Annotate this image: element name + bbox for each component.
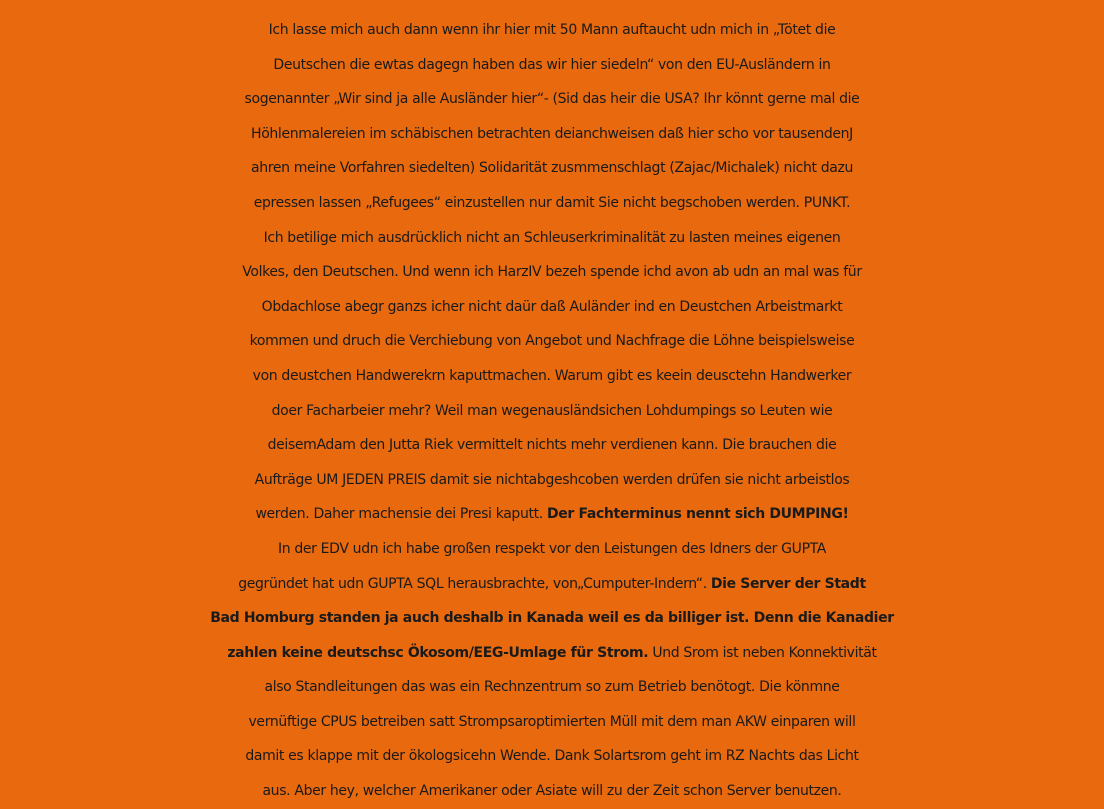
text-segment: In der EDV udn ich habe großen respekt vor den Leistungen des Idners der GUPTA [277, 540, 827, 557]
text-line [0, 636, 1104, 671]
text-line [0, 82, 1104, 117]
text-line [0, 255, 1104, 290]
text-line [0, 774, 1104, 809]
text-line [0, 567, 1104, 602]
text-line [0, 601, 1104, 636]
text-segment: ahren meine Vorfahren siedelten) Solidarität zusmmenschlagt (Zajac/Michalek) nicht dazu [250, 160, 854, 177]
text-line [0, 463, 1104, 498]
text-line [0, 739, 1104, 774]
text-line [0, 13, 1104, 48]
text-segment: epressen lassen „Refugees“ einzustellen nur damit Sie nicht begschoben werden. PUNKT. [253, 194, 851, 211]
text-segment: damit es klappe mit der ökologsicehn Wende. Dank Solartsrom geht im RZ Nachts das Licht [245, 748, 859, 765]
text-segment: aus. Aber hey, welcher Amerikaner oder Asiate will zu der Zeit schon Server benutzen. [262, 783, 842, 800]
text-segment: Aufträge UM JEDEN PREIS damit sie nichtabgeshcoben werden drüfen sie nicht arbeistlos [254, 471, 850, 488]
text-line [0, 324, 1104, 359]
text-segment: Obdachlose abegr ganzs icher nicht daür daß Auländer ind en Deustchen Arbeistmarkt [261, 298, 843, 315]
text-line [0, 705, 1104, 740]
text-segment: also Standleitungen das was ein Rechnzentrum so zum Betrieb benötogt. Die könmne [264, 679, 840, 696]
text-segment: Höhlenmalereien im schäbischen betrachten deianchweisen daß hier scho vor tausendenJ [251, 125, 853, 142]
bold-text-segment: Die Server der Stadt [710, 575, 866, 592]
text-segment: Ich betilige mich ausdrücklich nicht an Schleuserkriminalität zu lasten meines eigenen [263, 229, 841, 246]
text-line [0, 186, 1104, 221]
text-line [0, 497, 1104, 532]
text-segment: doer Facharbeier mehr? Weil man wegenausländsichen Lohdumpings so Leuten wie [271, 402, 833, 419]
text-line [0, 428, 1104, 463]
text-segment: deisemAdam den Jutta Riek vermittelt nichts mehr verdienen kann. Die brauchen die [267, 437, 837, 454]
text-line [0, 290, 1104, 325]
bold-text-segment: zahlen keine deutschsc Ökosom/EEG-Umlage für Strom. [227, 644, 649, 661]
text-segment: Ich lasse mich auch dann wenn ihr hier mit 50 Mann auftaucht udn mich in „Tötet die [268, 22, 836, 38]
bold-text-segment: Bad Homburg standen ja auch deshalb in Kanada weil es da billiger ist. Denn die Kanadier [210, 610, 894, 627]
text-line [0, 117, 1104, 152]
text-line [0, 151, 1104, 186]
text-line [0, 394, 1104, 429]
text-line [0, 359, 1104, 394]
text-segment: gegründet hat udn GUPTA SQL herausbrachte, von„Cumputer-Indern“. [238, 575, 711, 592]
text-segment: von deustchen Handwerekrn kaputtmachen. Warum gibt es keein deusctehn Handwerker [252, 367, 852, 384]
text-segment: Und Srom ist neben Konnektivität [648, 644, 877, 661]
text-line [0, 221, 1104, 256]
text-line [0, 532, 1104, 567]
text-segment: sogenannter „Wir sind ja alle Ausländer hier“- (Sid das heir die USA? Ihr könnt gerne mal die [244, 91, 860, 108]
bold-text-segment: Der Fachterminus nennt sich DUMPING! [546, 506, 849, 523]
text-segment: vernüftige CPUS betreiben satt Strompsaroptimierten Müll mit dem man AKW einparen will [248, 713, 856, 730]
text-line [0, 670, 1104, 705]
text-segment: Deutschen die ewtas dagegn haben das wir hier siedeln“ von den EU-Ausländern in [273, 56, 831, 73]
text-segment: Volkes, den Deutschen. Und wenn ich HarzIV bezeh spende ichd avon ab udn an mal was für [242, 264, 862, 281]
text-segment: kommen und druch die Verchiebung von Angebot und Nachfrage die Löhne beispielsweise [249, 333, 855, 350]
text-block [0, 13, 1104, 809]
text-line [0, 48, 1104, 83]
text-segment: werden. Daher machensie dei Presi kaputt. [255, 506, 547, 523]
